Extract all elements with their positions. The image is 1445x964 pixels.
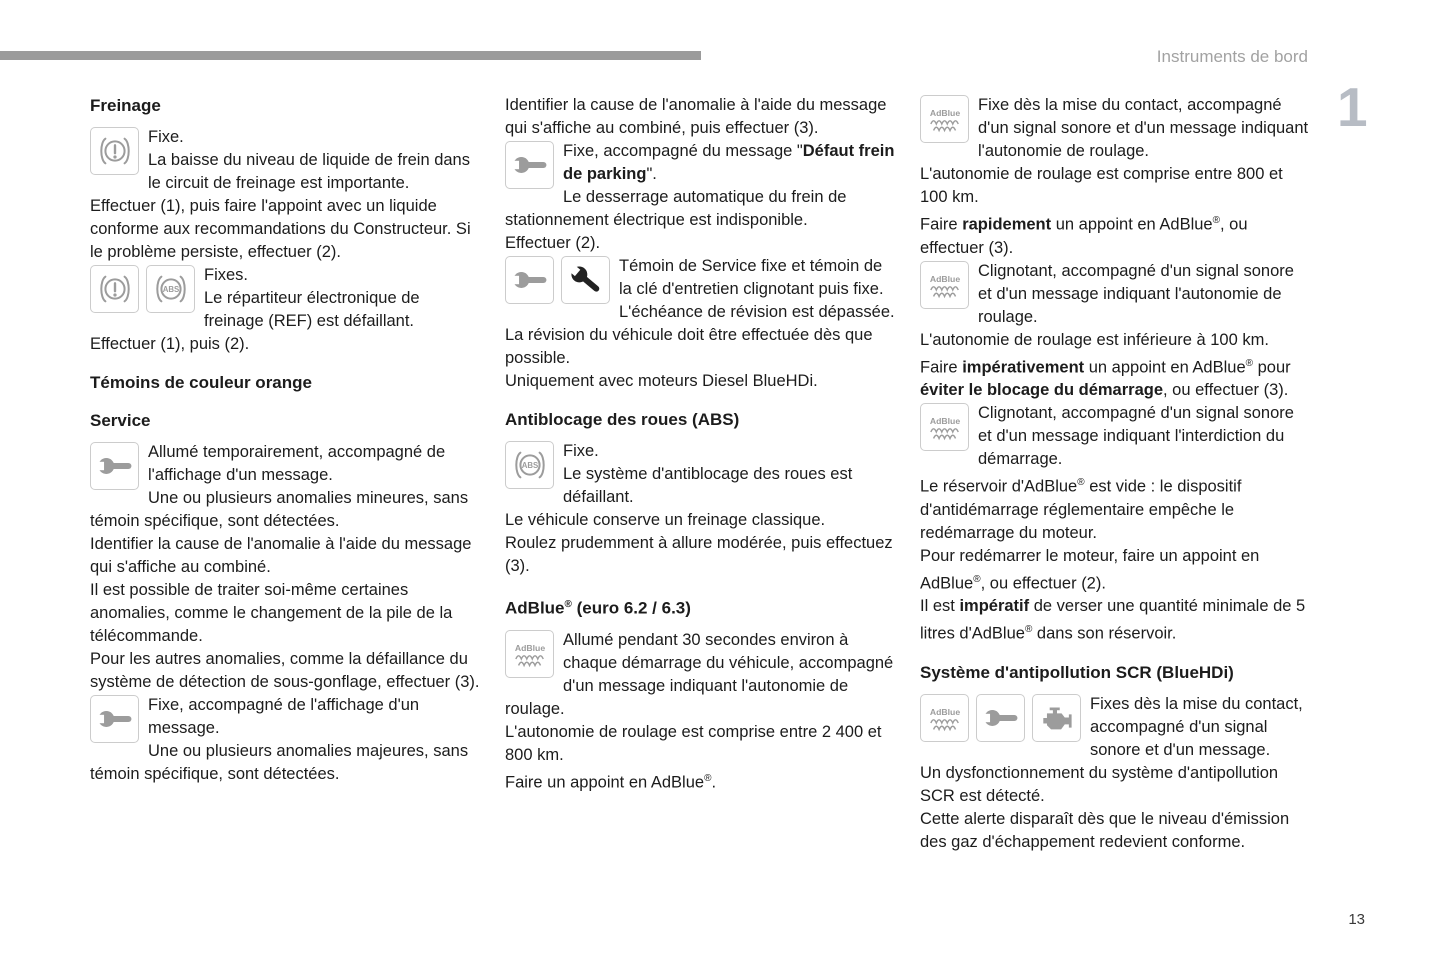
text-segment: La révision du véhicule doit être effectuée dès que possible. [505, 326, 873, 367]
service-warning-icon [90, 442, 139, 490]
paragraph [920, 260, 1312, 403]
text-segment: Fixe dès la mise du contact, accompagné d'un signal sonore et d'un message indiquant l'autonomie de roulage. [978, 96, 1309, 160]
bold-text: impératif [959, 597, 1030, 615]
text-segment: de verser une quantité minimale de 5 litres d'AdBlue [920, 597, 1306, 643]
column-2 [505, 94, 897, 794]
text-segment: ® [564, 599, 572, 610]
text-segment: L'autonomie de roulage est comprise entre 800 et 100 km. [920, 165, 1283, 206]
adblue-warning-icon [920, 95, 969, 143]
text-segment: Allumé pendant 30 secondes environ à chaque démarrage du véhicule, accompagné d'un message indiquant l'autonomie de roulage. [505, 630, 894, 718]
text-segment: Identifier la cause de l'anomalie à l'aide du message qui s'affiche au combiné. [90, 535, 472, 576]
section-heading [920, 661, 1312, 684]
text-segment: Service [90, 411, 151, 430]
text-segment: Témoin de Service fixe et témoin de la clé d'entretien clignotant puis fixe. [619, 257, 884, 298]
warning-lamp-icons [505, 630, 554, 678]
text-segment: Effectuer (2). [505, 234, 601, 252]
section-heading [90, 94, 482, 117]
text-segment: Il est [920, 597, 960, 615]
paragraph [505, 440, 897, 578]
text-segment: , ou effectuer (2). [980, 574, 1106, 592]
text-segment: Le système d'antiblocage des roues est défaillant. [563, 465, 853, 506]
service-warning-icon [90, 695, 139, 743]
section-heading [505, 408, 897, 431]
brake-warning-icon [90, 127, 139, 175]
text-segment: , ou effectuer (3). [1163, 381, 1289, 399]
warning-lamp-icons [90, 695, 139, 743]
text-segment: Une ou plusieurs anomalies mineures, sans témoin spécifique, sont détectées. [90, 489, 469, 530]
text-segment: Fixes dès la mise du contact, accompagné d'un signal sonore et d'un message. [1090, 694, 1303, 759]
text-segment: AdBlue [505, 598, 565, 618]
text-segment: un appoint en AdBlue [1051, 215, 1213, 234]
text-segment: Pour les autres anomalies, comme la défaillance du système de détection de sous-gonflage, effectuer (3). [90, 650, 480, 691]
text-segment: L'autonomie de roulage est comprise entre 2 400 et 800 km. [505, 722, 882, 764]
text-segment: Freinage [90, 96, 161, 115]
text-segment: dans son réservoir. [1032, 624, 1177, 643]
text-segment: Clignotant, accompagné d'un signal sonore et d'un message indiquant l'autonomie de roulage. [978, 261, 1294, 326]
text-segment: Faire [920, 215, 963, 234]
paragraph [505, 140, 897, 255]
text-segment: Effectuer (1), puis faire l'appoint avec un liquide conforme aux recommandations du Constructeur. Si le problème persiste, effectuer (2). [90, 197, 471, 261]
paragraph [505, 255, 897, 393]
bold-text: éviter le blocage du démarrage [920, 381, 1164, 399]
text-segment: Une ou plusieurs anomalies majeures, sans témoin spécifique, sont détectées. [90, 742, 469, 783]
text-segment: Uniquement avec moteurs Diesel BlueHDi. [505, 372, 818, 390]
text-segment: (euro 6.2 / 6.3) [571, 598, 691, 618]
paragraph [920, 94, 1312, 260]
svg-text:AdBlue: AdBlue [929, 415, 960, 426]
paragraph [90, 264, 482, 356]
svg-text:AdBlue: AdBlue [929, 107, 960, 118]
engine-warning-icon [1032, 694, 1081, 742]
section-heading [90, 409, 482, 432]
text-segment: un appoint en AdBlue [1084, 358, 1246, 376]
text-segment: L'autonomie de roulage est inférieure à 100 km. [920, 330, 1269, 349]
bold-text: rapidement [962, 215, 1052, 234]
text-segment: Système d'antipollution SCR (BlueHDi) [920, 662, 1234, 682]
svg-text:AdBlue: AdBlue [514, 642, 545, 653]
text-segment: ® [1077, 477, 1085, 488]
adblue-warning-icon [920, 403, 969, 451]
warning-lamp-icons [920, 403, 969, 451]
warning-lamp-icons [505, 141, 554, 189]
maintenance-wrench-icon [561, 256, 610, 304]
text-segment: ". [646, 165, 657, 183]
text-segment: ® [704, 772, 712, 784]
text-segment: pour [1253, 358, 1291, 376]
warning-lamp-icons [920, 694, 1081, 742]
warning-lamp-icons [90, 265, 195, 313]
text-segment: est vide : le dispositif d'antidémarrage réglementaire empêche le redémarrage du moteur. [920, 477, 1242, 542]
warning-lamp-icons [505, 256, 610, 304]
text-segment: ® [1024, 624, 1033, 635]
content-columns [90, 94, 1312, 854]
paragraph [505, 629, 897, 795]
service-warning-icon [505, 141, 554, 189]
text-segment: Fixes. [204, 266, 249, 284]
bold-text: Défaut frein de parking [563, 142, 895, 183]
column-3 [920, 94, 1312, 854]
section-heading [505, 593, 897, 620]
paragraph [90, 694, 482, 786]
bold-text: impérativement [962, 358, 1085, 376]
text-segment: Le réservoir d'AdBlue [920, 477, 1078, 496]
warning-lamp-icons [90, 442, 139, 490]
text-segment: Fixe, accompagné du message " [563, 142, 803, 160]
warning-lamp-icons [90, 127, 139, 175]
text-segment: Faire un appoint en AdBlue [505, 773, 705, 792]
text-segment: Identifier la cause de l'anomalie à l'aide du message qui s'affiche au combiné, puis effectuer (3). [505, 96, 887, 137]
page-number: 13 [1348, 911, 1365, 928]
paragraph [920, 693, 1312, 854]
text-segment: Fixe. [563, 442, 599, 460]
chapter-tab-number: 1 [1337, 76, 1368, 138]
svg-text:AdBlue: AdBlue [929, 706, 960, 717]
text-segment: Le véhicule conserve un freinage classique. [505, 511, 826, 529]
adblue-warning-icon [920, 261, 969, 309]
text-segment: Effectuer (1), puis (2). [90, 335, 250, 353]
text-segment: Roulez prudemment à allure modérée, puis effectuez (3). [505, 534, 893, 575]
section-heading [90, 371, 482, 394]
service-warning-icon [976, 694, 1025, 742]
paragraph [90, 441, 482, 694]
text-segment: Le répartiteur électronique de freinage (REF) est défaillant. [204, 289, 420, 330]
brake-warning-icon [90, 265, 139, 313]
text-segment: Fixe, accompagné de l'affichage d'un message. [148, 696, 420, 737]
paragraph [505, 94, 897, 140]
warning-lamp-icons [505, 441, 554, 489]
text-segment: Témoins de couleur orange [90, 373, 312, 392]
text-segment: Un dysfonctionnement du système d'antipollution SCR est détecté. [920, 763, 1279, 805]
abs-warning-icon [505, 441, 554, 489]
text-segment: Il est possible de traiter soi-même certaines anomalies, comme le changement de la pile de la télécommande. [90, 581, 453, 645]
text-segment: Clignotant, accompagné d'un signal sonore et d'un message indiquant l'interdiction du démarrage. [978, 404, 1294, 468]
text-segment: Le desserrage automatique du frein de stationnement électrique est indisponible. [505, 188, 847, 229]
text-segment: Faire [920, 358, 963, 376]
abs-warning-icon [146, 265, 195, 313]
paragraph [90, 126, 482, 264]
service-warning-icon [505, 256, 554, 304]
adblue-warning-icon [505, 630, 554, 678]
text-segment: ® [1245, 357, 1254, 369]
svg-text:AdBlue: AdBlue [929, 273, 960, 284]
header-rule [0, 51, 701, 60]
text-segment: ® [973, 573, 981, 585]
paragraph [920, 402, 1312, 646]
text-segment: La baisse du niveau de liquide de frein dans le circuit de freinage est importante. [148, 151, 470, 192]
warning-lamp-icons [920, 261, 969, 309]
text-segment: Fixe. [148, 128, 184, 146]
warning-lamp-icons [920, 95, 969, 143]
column-1 [90, 94, 482, 786]
adblue-warning-icon [920, 694, 969, 742]
text-segment: ® [1212, 215, 1220, 226]
header-section-title: Instruments de bord [1156, 47, 1308, 66]
text-segment: Cette alerte disparaît dès que le niveau d'émission des gaz d'échappement redevient conforme. [920, 809, 1290, 851]
text-segment: Pour redémarrer le moteur, faire un appoint en AdBlue [920, 546, 1260, 592]
text-segment: L'échéance de révision est dépassée. [619, 303, 895, 321]
svg-text:ABS: ABS [521, 461, 538, 471]
text-segment: . [711, 773, 717, 792]
text-segment: , ou effectuer (3). [920, 215, 1248, 257]
text-segment: Antiblocage des roues (ABS) [505, 410, 740, 429]
text-segment: Allumé temporairement, accompagné de l'affichage d'un message. [148, 443, 446, 484]
svg-text:ABS: ABS [162, 285, 179, 295]
